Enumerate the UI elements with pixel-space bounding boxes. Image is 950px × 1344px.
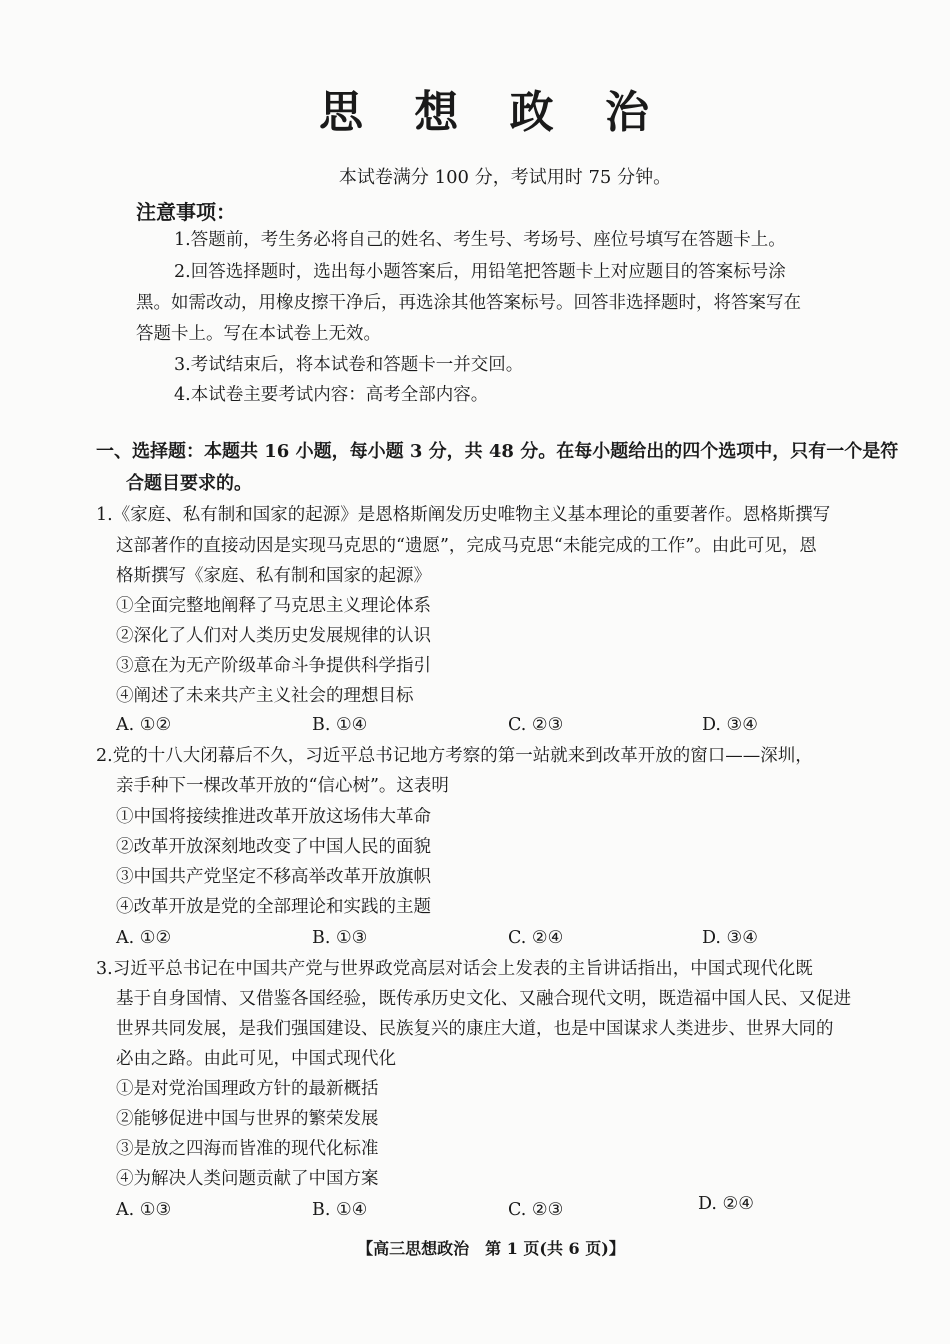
option-b: B. ①④: [312, 715, 368, 735]
option-d: D. ③④: [702, 928, 758, 948]
option-a: A. ①③: [116, 1200, 172, 1220]
question-stem: 亲手种下一棵改革开放的“信心树”。这表明: [116, 776, 449, 796]
option-a: A. ①②: [116, 715, 172, 735]
question-stem: 1.《家庭、私有制和国家的起源》是恩格斯阐发历史唯物主义基本理论的重要著作。恩格斯撰写: [96, 505, 831, 525]
option-c: C. ②③: [508, 1200, 564, 1220]
question-item: ②改革开放深刻地改变了中国人民的面貌: [116, 837, 431, 857]
option-b: B. ①③: [312, 928, 368, 948]
question-stem: 3.习近平总书记在中国共产党与世界政党高层对话会上发表的主旨讲话指出，中国式现代化既: [96, 959, 813, 979]
question-stem: 这部著作的直接动因是实现马克思的“遗愿”，完成马克思“未能完成的工作”。由此可见，恩: [116, 536, 817, 556]
question-item: ①全面完整地阐释了马克思主义理论体系: [116, 596, 431, 616]
exam-info: 本试卷满分 100 分，考试用时 75 分钟。: [338, 167, 672, 188]
page-title: 思 想 政 治: [319, 87, 667, 138]
notice-line: 答题卡上。写在本试卷上无效。: [136, 324, 381, 344]
section-heading: 合题目要求的。: [126, 473, 252, 494]
question-stem: 格斯撰写《家庭、私有制和国家的起源》: [116, 566, 431, 586]
question-item: ①是对党治国理政方针的最新概括: [116, 1079, 379, 1099]
option-d: D. ③④: [702, 715, 758, 735]
question-stem: 2.党的十八大闭幕后不久，习近平总书记地方考察的第一站就来到改革开放的窗口——深圳，: [96, 746, 813, 766]
question-item: ③是放之四海而皆准的现代化标准: [116, 1139, 379, 1159]
question-item: ②深化了人们对人类历史发展规律的认识: [116, 626, 431, 646]
notice-heading: 注意事项：: [136, 200, 236, 224]
question-stem: 基于自身国情、又借鉴各国经验，既传承历史文化、又融合现代文明，既造福中国人民、又促进: [116, 989, 851, 1009]
notice-line: 4.本试卷主要考试内容：高考全部内容。: [174, 385, 489, 405]
question-item: ③意在为无产阶级革命斗争提供科学指引: [116, 656, 431, 676]
question-stem: 必由之路。由此可见，中国式现代化: [116, 1049, 396, 1069]
section-heading: 一、选择题：本题共 16 小题，每小题 3 分，共 48 分。在每小题给出的四个选项中，只有一个是符: [96, 441, 899, 462]
question-item: ④阐述了未来共产主义社会的理想目标: [116, 686, 414, 706]
option-a: A. ①②: [116, 928, 172, 948]
option-b: B. ①④: [312, 1200, 368, 1220]
question-item: ④为解决人类问题贡献了中国方案: [116, 1169, 379, 1189]
option-c: C. ②④: [508, 928, 564, 948]
option-c: C. ②③: [508, 715, 564, 735]
question-item: ④改革开放是党的全部理论和实践的主题: [116, 897, 431, 917]
notice-line: 1.答题前，考生务必将自己的姓名、考生号、考场号、座位号填写在答题卡上。: [174, 230, 786, 250]
option-d: D. ②④: [698, 1194, 754, 1214]
question-item: ③中国共产党坚定不移高举改革开放旗帜: [116, 867, 431, 887]
question-item: ①中国将接续推进改革开放这场伟大革命: [116, 807, 431, 827]
question-item: ②能够促进中国与世界的繁荣发展: [116, 1109, 379, 1129]
notice-line: 黑。如需改动，用橡皮擦干净后，再选涂其他答案标号。回答非选择题时，将答案写在: [136, 293, 801, 313]
page-footer: 【高三思想政治 第 1 页(共 6 页)】: [357, 1239, 625, 1258]
notice-line: 2.回答选择题时，选出每小题答案后，用铅笔把答题卡上对应题目的答案标号涂: [174, 262, 786, 282]
question-stem: 世界共同发展，是我们强国建设、民族复兴的康庄大道，也是中国谋求人类进步、世界大同的: [116, 1019, 834, 1039]
notice-line: 3.考试结束后，将本试卷和答题卡一并交回。: [174, 355, 524, 375]
